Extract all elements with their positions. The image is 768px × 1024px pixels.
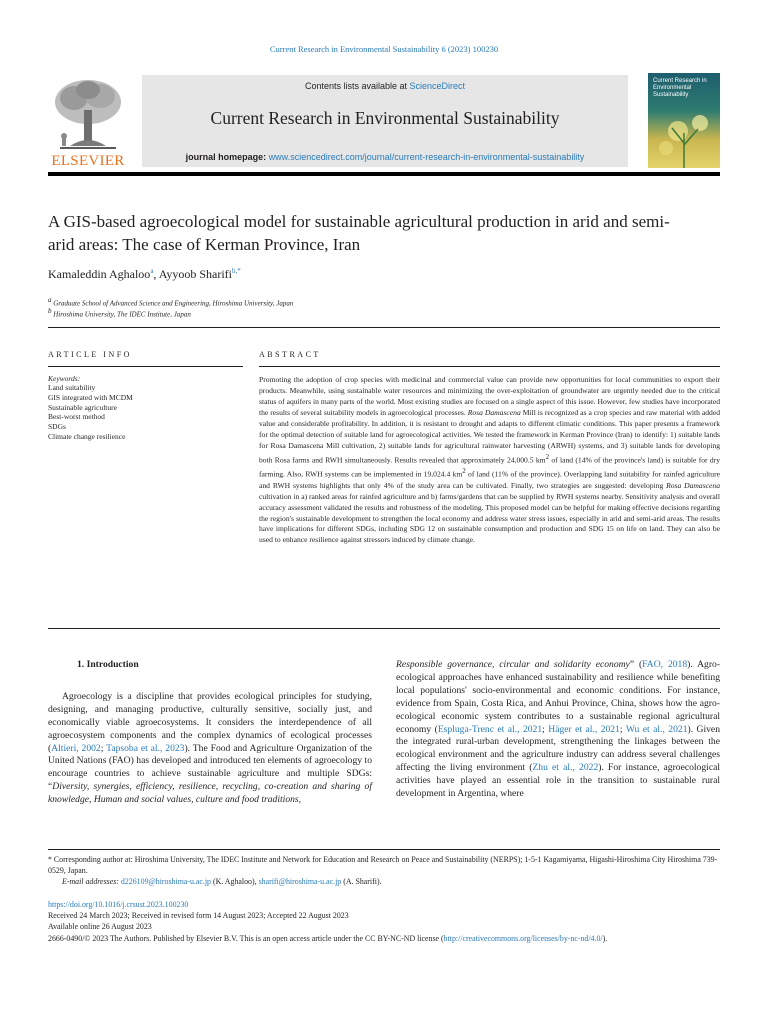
keyword-item: Climate change resilience: [48, 431, 126, 441]
abstract-bottom-rule: [48, 628, 720, 629]
homepage-label: journal homepage:: [185, 152, 269, 162]
publication-info: [48, 899, 720, 944]
license-statement: [48, 933, 720, 944]
body-text: ). Agro-ecological approaches have enhanced sustainability and resilience while benefiting local populations' socio-environmental and economic conditions. For instance, evidence from Spain, Costa Rica, and Anhui Province, China, shows how the agro-ecological economic system contributes to a sustainable regional agricultural economy (: [396, 659, 721, 735]
section-heading-introduction: 1. Introduction: [77, 659, 139, 670]
body-text: ” (: [629, 659, 643, 670]
email-link-aghaloo[interactable]: d226109@hiroshima-u.ac.jp: [120, 877, 211, 887]
abstract-unit-exponent: 2: [462, 467, 466, 476]
article-info-rule: [48, 366, 243, 367]
keyword-item: Sustainable agriculture: [48, 402, 117, 412]
cover-journal-title: Current Research in Environmental Sustainability: [653, 78, 707, 98]
masthead-rule: [48, 172, 720, 176]
abstract-rule: [259, 366, 720, 367]
elsevier-tree-icon: [50, 76, 126, 150]
keyword-item: GIS integrated with MCDM: [48, 392, 133, 402]
keyword-item: SDGs: [48, 422, 66, 432]
citation-link[interactable]: Altieri, 2002: [51, 742, 101, 754]
license-link[interactable]: http://creativecommons.org/licenses/by-nc-nd/4.0/: [443, 933, 603, 943]
footnote-rule: [48, 849, 720, 850]
author-separator: ,: [153, 267, 159, 281]
running-header-citation[interactable]: Current Research in Environmental Sustainability 6 (2023) 100230: [269, 44, 499, 54]
abstract-part: Mill is recognized as a crop species and raw material with added value and considerable profitability. In addition, it is resistant to drought and adapts to different climatic conditions. This paper presents a framework for the optimal detection of suitable land for agroecological activities. We tested the framework in Kerman Province (Iran) to identify: 1) suitable lands for Rosa Damascena Mill cultivation, 2) suitable lands for agricultural rainwater harvesting (ARWH) systems, and 3) suitable lands for developing both Rosa farms and RWH simultaneously. Results revealed that approximately 24,000.5 km: [259, 407, 720, 465]
author-list: [48, 267, 241, 282]
body-column-right: [396, 659, 720, 801]
license-text: ).: [602, 933, 608, 943]
contents-prefix: Contents lists available at: [304, 81, 410, 91]
keywords-label: Keywords:: [48, 374, 81, 383]
abstract-species-name: Rosa Damascena: [467, 407, 521, 417]
footnotes: [48, 854, 720, 888]
body-text: ;: [619, 723, 626, 735]
journal-masthead: [48, 73, 720, 173]
affiliation-a: [48, 296, 293, 307]
abstract-species-name: Rosa Damascena: [666, 480, 720, 490]
email-label: E-mail addresses:: [62, 877, 121, 887]
affiliation-b-marker[interactable]: b,*: [232, 267, 241, 275]
license-text: 2666-0490/© 2023 The Authors. Published by Elsevier B.V. This is an open access article under the CC BY-NC-ND license (: [48, 933, 444, 943]
citation-link[interactable]: Tapsoba et al., 2023: [106, 742, 185, 754]
keyword-item: Best-worst method: [48, 412, 105, 422]
email-addresses: [48, 876, 720, 887]
affiliation-a-text: Graduate School of Advanced Science and Engineering, Hiroshima University, Japan: [53, 299, 294, 308]
available-online-date: Available online 26 August 2023: [48, 922, 152, 932]
publisher-name: ELSEVIER: [51, 153, 125, 169]
author-aghaloo[interactable]: Kamaleddin Aghaloo: [48, 267, 151, 281]
abstract-text: [259, 375, 720, 546]
abstract-part: of land (14% of the province's land) is suitable for dry farming. Also, RWH systems can be implemented in 19,024.4 km: [259, 455, 720, 479]
affiliation-a-marker[interactable]: a: [150, 267, 154, 275]
journal-cover-thumbnail[interactable]: [648, 73, 720, 168]
masthead-info-box: [142, 75, 628, 167]
abstract-part: cultivation in a) ranked areas for rainfed agriculture and b) farms/gardens that can be supplied by RWH systems nearby. Sensitivity analysis and overall accuracy assessment validated the results and robustness of the modeling. This proposed model can be helpful for making effective decisions regarding the region's sustainable development to strengthen the local economy and address water stress issues, especially in arid and semi-arid areas. The results have implications for different SDGs, including SDG 12 on sustainable consumption and production and SDG 15 on life on land. They can also be used to enhance resilience against stressors induced by climate change.: [259, 491, 720, 545]
body-paragraph: [396, 659, 720, 801]
citation-link[interactable]: Zhu et al., 2022: [532, 762, 599, 774]
affiliation-b-text: Hiroshima University, The IDEC Institute, Japan: [53, 310, 191, 319]
body-italic-text: Diversity, synergies, efficiency, resilience, recycling, co-creation and sharing of knowledge, Human and social values, culture and food traditions,: [48, 781, 372, 806]
article-info-heading: ARTICLE INFO: [48, 350, 132, 359]
body-text: ). For instance, agroecological activities have played an essential role in the transition to sustainable rural development in Argentina, where: [396, 762, 720, 800]
body-text: Agroecology is a discipline that provides ecological principles for studying, designing, and managing productive, culturally sensitive, socially just, and economically viable agroecosystems. It considers the interdependence of all agroecosystem components and the complex dynamics of ecological processes (: [48, 690, 372, 754]
affiliation-b-mark: b: [48, 307, 52, 315]
citation-link[interactable]: Wu et al., 2021: [625, 723, 688, 735]
title-rule: [48, 327, 720, 328]
email-owner: (A. Sharifi).: [341, 877, 382, 887]
email-link-sharifi[interactable]: sharifi@hiroshima-u.ac.jp: [258, 877, 342, 887]
author-sharifi[interactable]: Ayyoob Sharifi: [158, 267, 232, 281]
contents-available-line: [142, 81, 628, 91]
affiliation-b: [48, 307, 191, 318]
received-dates: Received 24 March 2023; Received in revised form 14 August 2023; Accepted 22 August 2023: [48, 911, 349, 921]
affiliation-a-mark: a: [48, 296, 52, 304]
citation-link[interactable]: Espluga-Trenc et al., 2021: [437, 723, 543, 735]
body-text: ;: [542, 723, 549, 735]
abstract-heading: ABSTRACT: [259, 350, 321, 359]
corresponding-author-note: * Corresponding author at: Hiroshima University, The IDEC Institute and Network for Education and Research on Peace and Sustainability (NERPS); 1-5-1 Kagamiyama, Higashi-Hiroshima City Hiroshima 739-0529, Japan.: [48, 855, 718, 876]
journal-homepage-link[interactable]: www.sciencedirect.com/journal/current-research-in-environmental-sustainability: [268, 152, 585, 162]
email-owner: (K. Aghaloo),: [211, 877, 259, 887]
keyword-item: Land suitability: [48, 383, 96, 392]
body-text: ). Given the integrated rural-urban development, strengthening the linkages between the ecological environment and the agriculture industry can address several challenges affecting the living environment (: [396, 723, 720, 774]
abstract-unit-exponent: 2: [545, 452, 550, 461]
body-paragraph: [48, 691, 372, 807]
abstract-part: Promoting the adoption of crop species with medicinal and commercial value can provide new opportunities for local communities to export their products. Meanwhile, using sustainable water resources and minimizing the over-exploitation of groundwater are urgently needed due to the critical status of aquifers in many parts of the world. Most existing studies are focused on a single aspect of this issue. However, few studies have incorporated the results of several suitability models in agroecological processes.: [259, 375, 720, 417]
article-title: A GIS-based agroecological model for sustainable agricultural production in arid and semi-arid areas: The case of Kerman Province, Iran: [48, 212, 670, 254]
sciencedirect-link[interactable]: ScienceDirect: [409, 81, 466, 91]
journal-homepage-line: [142, 152, 628, 162]
elsevier-logo[interactable]: [48, 76, 128, 170]
body-column-left: [48, 659, 372, 807]
citation-link[interactable]: FAO, 2018: [642, 659, 688, 670]
citation-link[interactable]: Häger et al., 2021: [548, 723, 620, 735]
abstract-part: of land (11% of the province). Overlapping land suitability for rainfed agriculture and RWH systems highlights that only 4% of the study area can be cultivated. Finally, two strategies are suggested: developing: [259, 469, 720, 490]
keywords-list: [48, 383, 133, 442]
body-text: ). The Food and Agriculture Organization of the United Nations (FAO) has developed and introduced ten elements of agroecology to encourage countries to achieve sustainable agriculture and multiple SDGs: “: [48, 742, 372, 793]
doi-link[interactable]: https://doi.org/10.1016/j.crsust.2023.100230: [48, 900, 189, 909]
cover-plant-graphic: [648, 73, 720, 168]
body-text: ;: [100, 742, 107, 754]
journal-title: Current Research in Environmental Sustainability: [210, 108, 560, 128]
body-italic-text: Responsible governance, circular and solidarity economy: [396, 659, 630, 670]
